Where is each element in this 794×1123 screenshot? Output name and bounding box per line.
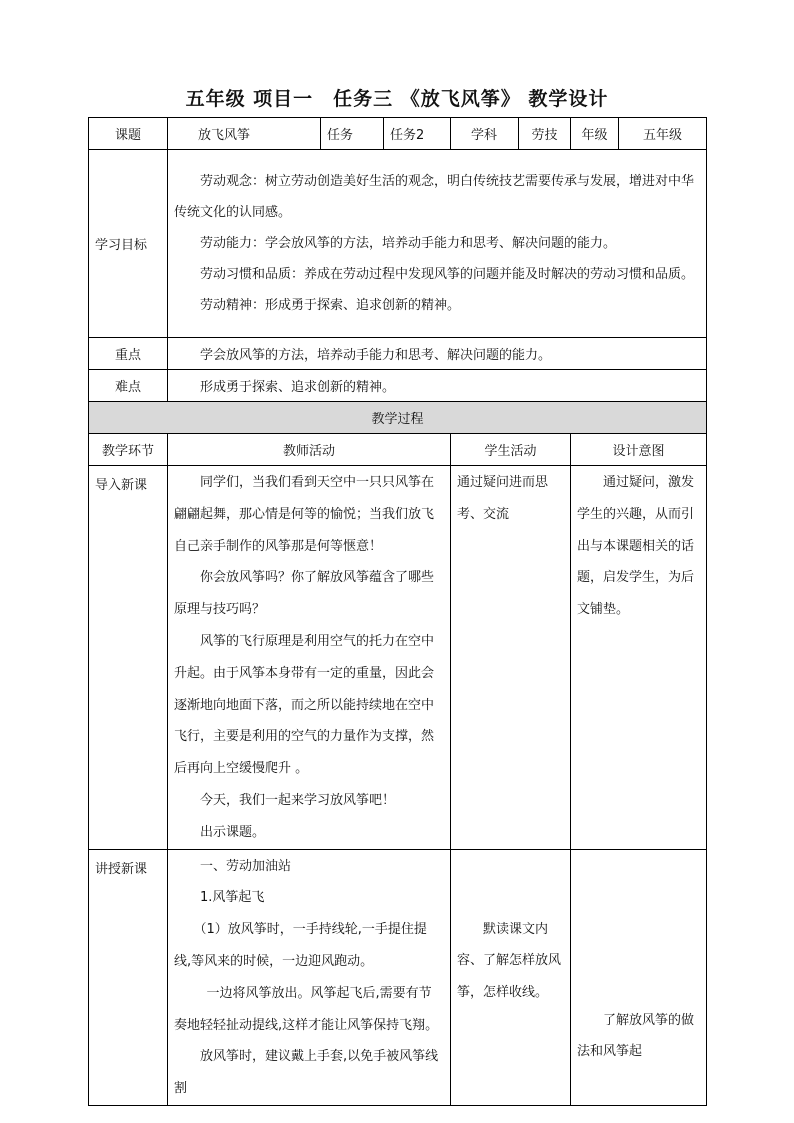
student-cell: 通过疑问进而思考、交流 — [451, 466, 571, 850]
teacher-paragraph: 一边将风筝放出。风筝起飞后,需要有节奏地轻轻扯动提线,这样才能让风筝保持飞翔。 — [174, 985, 439, 1033]
difficulty-value: 形成勇于探索、追求创新的精神。 — [200, 380, 396, 395]
intent-cell: 了解放风筝的做法和风筝起 — [577, 1012, 695, 1060]
stage-cell: 导入新课 — [89, 466, 168, 850]
objective-item: 劳动能力：学会放风筝的方法，培养动手能力和思考、解决问题的能力。 — [200, 236, 617, 251]
teacher-paragraph: 一、劳动加油站 — [200, 858, 292, 874]
column-header-student: 学生活动 — [451, 434, 571, 466]
topic-label: 课题 — [89, 118, 168, 150]
topic-value: 放飞风筝 — [168, 118, 321, 150]
teacher-paragraph: 你会放风筝吗？你了解放风筝蕴含了哪些原理与技巧吗？ — [174, 570, 435, 618]
teacher-paragraph: 1.风筝起飞 — [200, 890, 265, 906]
table-row — [89, 849, 707, 1105]
process-header-row — [89, 402, 707, 434]
objectives-row — [89, 150, 707, 338]
objective-item: 劳动精神：形成勇于探索、追求创新的精神。 — [200, 298, 461, 313]
task-value: 任务2 — [384, 118, 451, 150]
column-header-row — [89, 434, 707, 466]
key-point-label: 重点 — [89, 338, 168, 370]
teacher-paragraph: 今天，我们一起来学习放风筝吧！ — [200, 792, 396, 808]
task-label: 任务 — [321, 118, 384, 150]
teacher-paragraph: 同学们，当我们看到天空中一只只风筝在翩翩起舞，那心情是何等的愉悦；当我们放飞自己亲手制作的风筝那是何等惬意！ — [174, 475, 435, 554]
table-row — [89, 466, 707, 850]
header-row — [89, 118, 707, 150]
objective-item: 劳动观念：树立劳动创造美好生活的观念，明白传统技艺需要传承与发展，增进对中华传统文化的认同感。 — [174, 174, 695, 220]
column-header-stage: 教学环节 — [89, 434, 168, 466]
objectives-content — [168, 150, 707, 338]
key-point-value: 学会放风筝的方法，培养动手能力和思考、解决问题的能力。 — [200, 348, 552, 363]
page-title: 五年级 项目一 任务三 《放飞风筝》 教学设计 — [185, 88, 609, 110]
process-header: 教学过程 — [89, 402, 707, 434]
grade-value: 五年级 — [619, 118, 707, 150]
teacher-paragraph: 风筝的飞行原理是利用空气的托力在空中升起。由于风筝本身带有一定的重量，因此会逐渐地向地面下落，而之所以能持续地在空中飞行，主要是利用的空气的力量作为支撑，然后再向上空缓慢爬升 。 — [174, 633, 435, 777]
subject-value: 劳技 — [519, 118, 571, 150]
column-header-intent: 设计意图 — [571, 434, 707, 466]
difficulty-row — [89, 370, 707, 402]
intent-cell: 通过疑问，激发学生的兴趣，从而引出与本课题相关的话题，启发学生，为后文铺垫。 — [577, 475, 695, 618]
teacher-paragraph: （1）放风筝时，一手持线轮,一手提住提线,等风来的时候，一边迎风跑动。 — [174, 922, 427, 969]
objective-item: 劳动习惯和品质：养成在劳动过程中发现风筝的问题并能及时解决的劳动习惯和品质。 — [200, 267, 695, 282]
teacher-paragraph: 放风筝时，建议戴上手套,以免手被风筝线割 — [174, 1049, 439, 1097]
stage-cell: 讲授新课 — [89, 849, 168, 1105]
subject-label: 学科 — [451, 118, 519, 150]
teacher-paragraph: 出示课题。 — [200, 824, 266, 840]
teacher-cell — [168, 466, 451, 850]
teacher-cell — [168, 849, 451, 1105]
key-point-row — [89, 338, 707, 370]
difficulty-label: 难点 — [89, 370, 168, 402]
student-cell: 默读课文内容、了解怎样放风筝，怎样收线。 — [457, 921, 562, 1001]
lesson-plan-table — [88, 117, 707, 1106]
objectives-label: 学习目标 — [89, 150, 168, 338]
column-header-teacher: 教师活动 — [168, 434, 451, 466]
grade-label: 年级 — [571, 118, 619, 150]
